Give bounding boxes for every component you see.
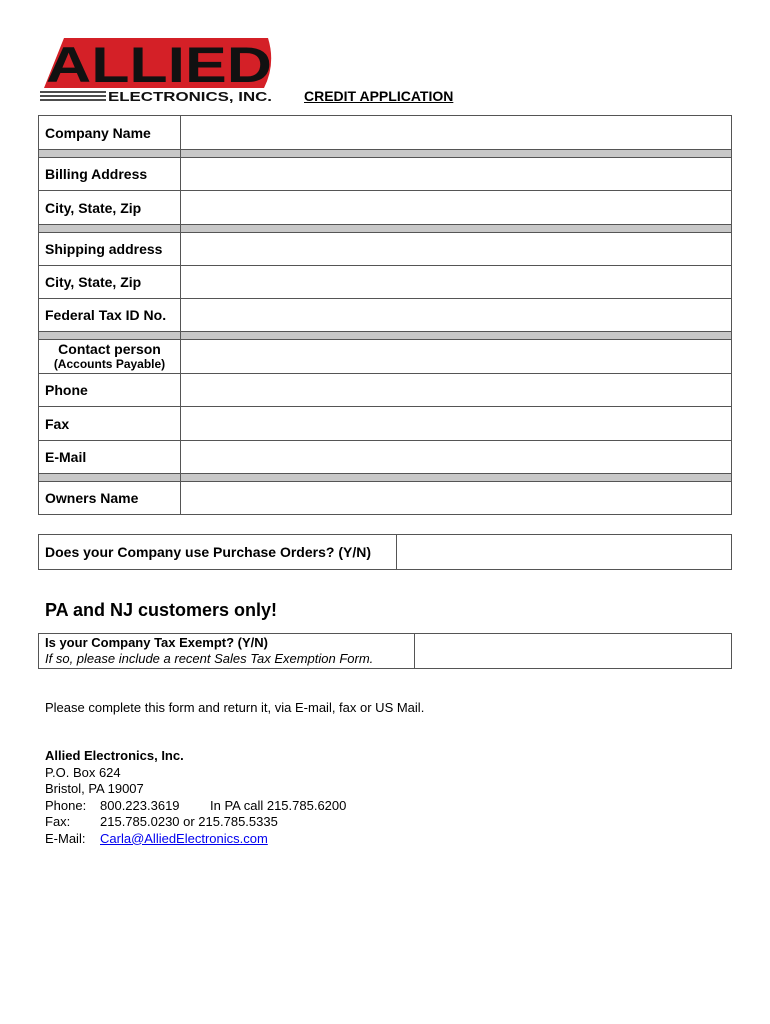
- mailing-address: [45, 748, 346, 847]
- fax-numbers: 215.785.0230 or 215.785.5335: [100, 814, 278, 829]
- pa-call-number: In PA call 215.785.6200: [210, 797, 347, 813]
- tax-exempt-field[interactable]: [415, 634, 732, 669]
- purchase-orders-field[interactable]: [397, 535, 732, 570]
- purchase-orders-table: [38, 534, 732, 570]
- phone-label-text: Phone:: [45, 797, 87, 813]
- shipping-address-label: Shipping address: [39, 233, 181, 266]
- tax-exempt-label: [39, 634, 415, 669]
- tax-exempt-question: Is your Company Tax Exempt? (Y/N): [45, 635, 268, 650]
- billing-address-field[interactable]: [181, 158, 732, 191]
- billing-city-label: City, State, Zip: [39, 191, 181, 225]
- contact-person-label: [39, 340, 181, 374]
- separator: [39, 150, 181, 158]
- tax-exempt-note: If so, please include a recent Sales Tax Exemption Form.: [45, 651, 374, 666]
- phone-number: 800.223.3619: [100, 797, 180, 813]
- separator: [39, 225, 181, 233]
- purchase-orders-label: Does your Company use Purchase Orders? (Y/N): [39, 535, 397, 570]
- page-title: CREDIT APPLICATION: [304, 88, 454, 104]
- fax-label-text: Fax:: [45, 814, 71, 829]
- separator: [181, 225, 732, 233]
- company-name-field[interactable]: [181, 116, 732, 150]
- credit-form-table: [38, 115, 732, 515]
- phone-label: Phone: [39, 374, 181, 407]
- city-line: Bristol, PA 19007: [45, 781, 144, 796]
- separator: [39, 474, 181, 482]
- company-name-label: Company Name: [39, 116, 181, 150]
- fax-field[interactable]: [181, 407, 732, 441]
- billing-city-field[interactable]: [181, 191, 732, 225]
- shipping-city-label: City, State, Zip: [39, 266, 181, 299]
- svg-text:ELECTRONICS, INC.: ELECTRONICS, INC.: [108, 89, 272, 104]
- fax-line: [45, 814, 346, 831]
- email-link[interactable]: Carla@AlliedElectronics.com: [100, 830, 268, 846]
- company-name: Allied Electronics, Inc.: [45, 748, 184, 763]
- contact-person-text: Contact person: [58, 340, 161, 357]
- owners-name-label: Owners Name: [39, 482, 181, 515]
- shipping-city-field[interactable]: [181, 266, 732, 299]
- email-label-text: E-Mail:: [45, 830, 86, 846]
- phone-field[interactable]: [181, 374, 732, 407]
- contact-person-field[interactable]: [181, 340, 732, 374]
- tax-id-label: Federal Tax ID No.: [39, 299, 181, 332]
- pa-nj-heading: PA and NJ customers only!: [45, 600, 278, 620]
- svg-text:ALLIED: ALLIED: [46, 37, 272, 93]
- separator: [181, 474, 732, 482]
- separator: [181, 150, 732, 158]
- email-field[interactable]: [181, 441, 732, 474]
- email-line: [45, 831, 346, 848]
- phone-line: [45, 798, 346, 815]
- instructions-text: Please complete this form and return it, via E-mail, fax or US Mail.: [45, 700, 425, 715]
- separator: [39, 332, 181, 340]
- tax-exempt-table: [38, 633, 732, 669]
- allied-logo: [36, 30, 276, 104]
- shipping-address-field[interactable]: [181, 233, 732, 266]
- accounts-payable-text: (Accounts Payable): [53, 356, 166, 371]
- po-box: P.O. Box 624: [45, 764, 121, 780]
- owners-name-field[interactable]: [181, 482, 732, 515]
- separator: [181, 332, 732, 340]
- fax-label: Fax: [39, 407, 181, 441]
- email-label: E-Mail: [39, 441, 181, 474]
- tax-id-field[interactable]: [181, 299, 732, 332]
- billing-address-label: Billing Address: [39, 158, 181, 191]
